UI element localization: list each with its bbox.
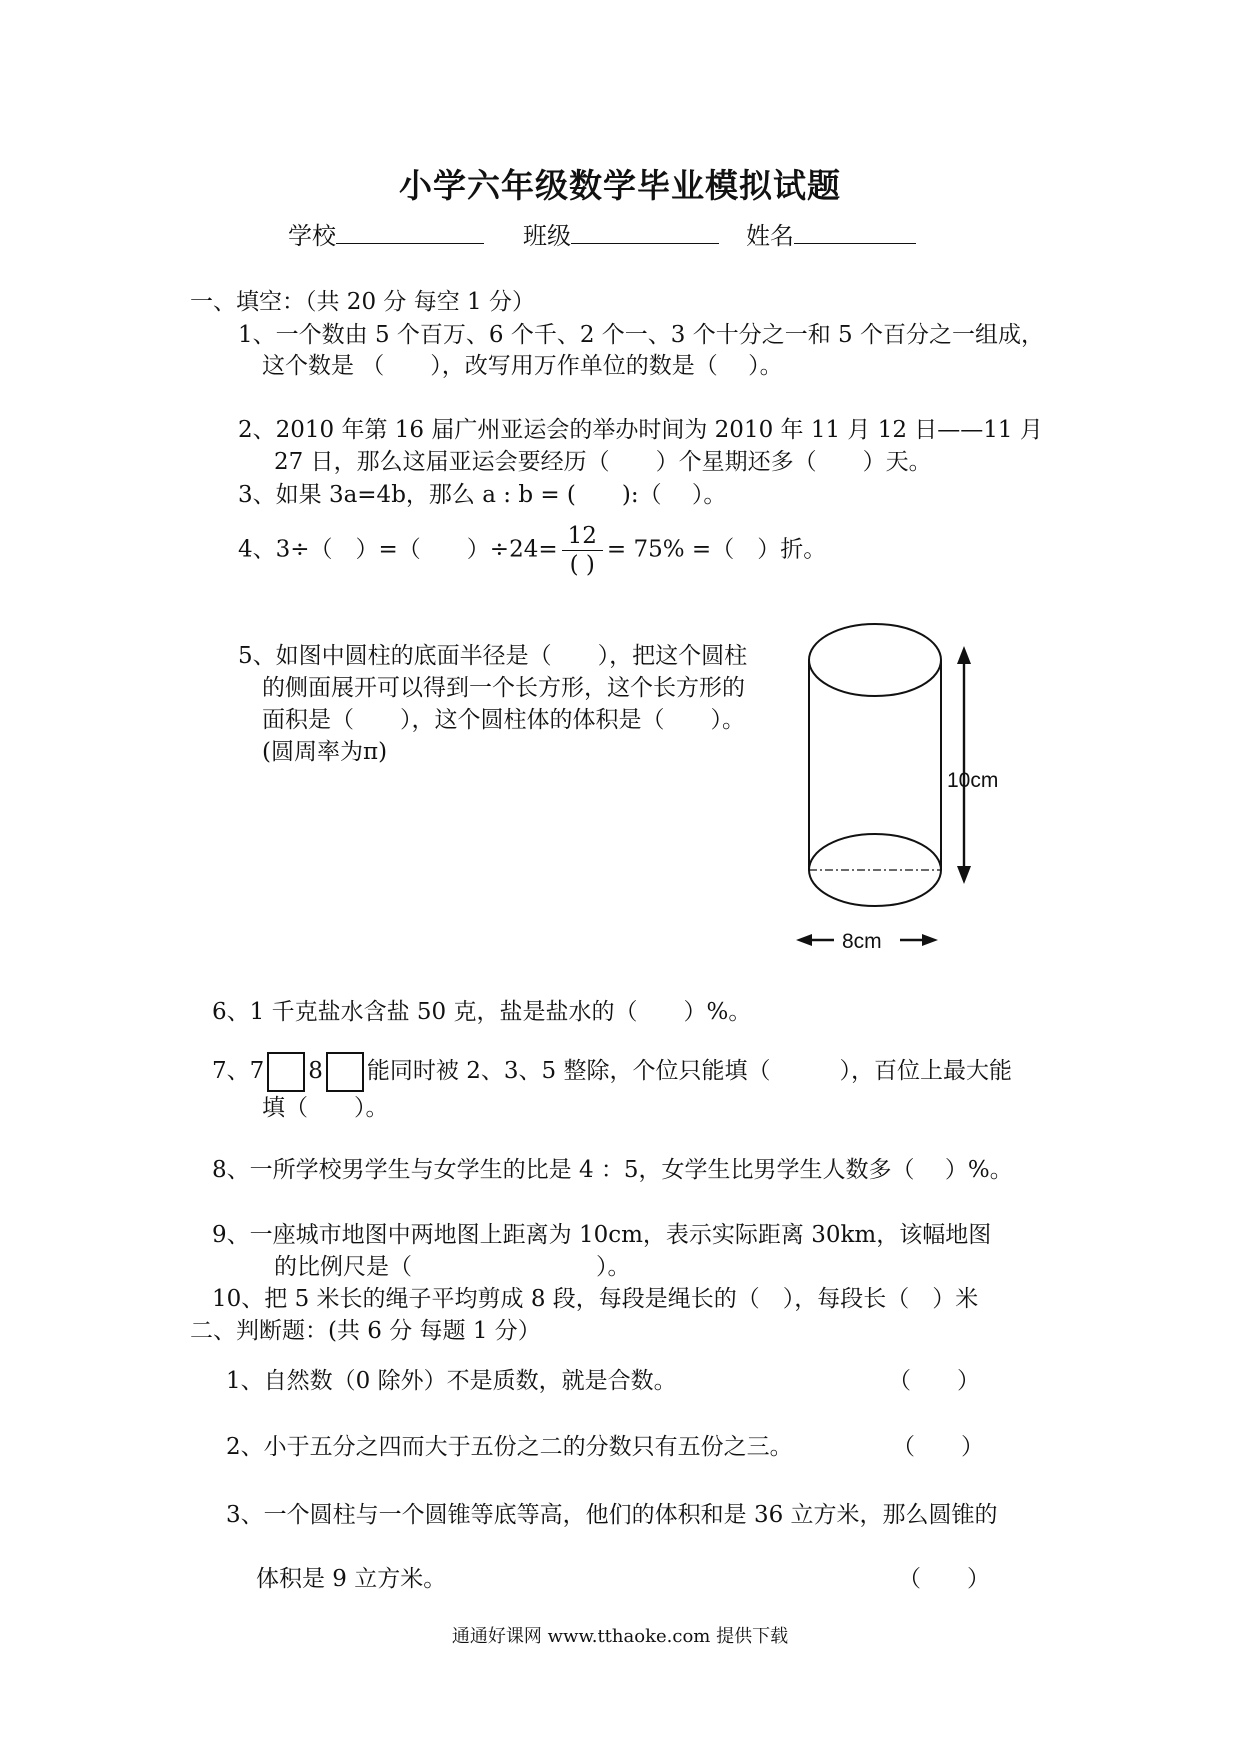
name-field	[746, 216, 916, 251]
q7-box-ones	[326, 1052, 364, 1092]
school-blank	[336, 219, 484, 244]
q3: 3、如果 3a=4b，那么 a : b = ( ):（ ）。	[238, 482, 727, 508]
q5-line3: 面积是（ ），这个圆柱体的体积是（ ）。	[262, 707, 745, 733]
class-blank	[571, 219, 719, 244]
height-label: 10cm	[947, 769, 999, 792]
width-label: 8cm	[842, 930, 882, 953]
class-field	[523, 216, 719, 251]
page-title: 小学六年级数学毕业模拟试题	[399, 166, 841, 205]
name-blank	[794, 219, 916, 244]
judge3-paren: （ ）	[898, 1566, 990, 1592]
cylinder-figure	[790, 610, 1030, 970]
q6: 6、1 千克盐水含盐 50 克，盐是盐水的（ ）%。	[212, 999, 752, 1025]
q7-line2: 填（ ）。	[262, 1095, 389, 1121]
cylinder-top-ellipse	[809, 624, 941, 696]
judge2-paren: （ ）	[892, 1434, 984, 1460]
q2-line2: 27 日，那么这届亚运会要经历（ ）个星期还多（ ）天。	[274, 449, 932, 475]
q7-mid-digit: 8	[308, 1058, 323, 1084]
judge1-paren: （ ）	[888, 1368, 980, 1394]
judge1-text: 1、自然数（0 除外）不是质数，就是合数。	[226, 1368, 677, 1394]
judge3-line1: 3、一个圆柱与一个圆锥等底等高，他们的体积和是 36 立方米，那么圆锥的	[226, 1502, 998, 1528]
q4-numerator: 12	[562, 522, 603, 551]
q4-fraction	[562, 522, 603, 579]
q10: 10、把 5 米长的绳子平均剪成 8 段，每段是绳长的（ ），每段长（ ）米	[212, 1286, 979, 1312]
q5-line4: (圆周率为π)	[262, 739, 388, 765]
school-field	[288, 216, 484, 251]
q4	[238, 522, 826, 579]
q1-line2: 这个数是 （ ），改写用万作单位的数是（ ）。	[262, 353, 783, 379]
height-arrow-down	[957, 866, 971, 884]
q4-denominator: ( )	[569, 552, 595, 578]
q5-line2: 的侧面展开可以得到一个长方形，这个长方形的	[262, 675, 745, 701]
name-label: 姓名	[746, 222, 794, 250]
class-label: 班级	[523, 222, 571, 250]
q7-line1	[212, 1052, 1012, 1092]
q5-line1: 5、如图中圆柱的底面半径是（ ），把这个圆柱	[238, 643, 748, 669]
q9-line2: 的比例尺是（ ）。	[274, 1254, 631, 1280]
judge3-line2: 体积是 9 立方米。	[256, 1566, 447, 1592]
judge2-text: 2、小于五分之四而大于五份之二的分数只有五份之三。	[226, 1434, 793, 1460]
q7-rest: 能同时被 2、3、5 整除，个位只能填（ ），百位上最大能	[366, 1058, 1012, 1084]
q7-prefix: 7、7	[212, 1058, 265, 1084]
q7-box-hundreds	[267, 1052, 305, 1092]
width-arrow-right	[922, 934, 938, 946]
footer-credit: 通通好课网 www.tthaoke.com 提供下载	[451, 1626, 789, 1647]
section1-heading: 一、填空：（共 20 分 每空 1 分）	[190, 289, 535, 315]
q1-line1: 1、一个数由 5 个百万、6 个千、2 个一、3 个十分之一和 5 个百分之一组成，	[238, 322, 1044, 348]
q4-suffix: = 75% =（ ）折。	[606, 536, 827, 563]
q4-prefix: 4、3÷（ ）=（ ）÷24=	[238, 536, 558, 563]
q9-line1: 9、一座城市地图中两地图上距离为 10cm，表示实际距离 30km，该幅地图	[212, 1222, 992, 1248]
height-arrow-up	[957, 646, 971, 664]
q8: 8、一所学校男学生与女学生的比是 4 ：5，女学生比男学生人数多（ ）%。	[212, 1157, 1013, 1183]
width-arrow-left	[796, 934, 812, 946]
section2-heading: 二、判断题：(共 6 分 每题 1 分）	[190, 1318, 541, 1344]
school-label: 学校	[288, 222, 336, 250]
q2-line1: 2、2010 年第 16 届广州亚运会的举办时间为 2010 年 11 月 12 日——11 月	[238, 417, 1043, 443]
